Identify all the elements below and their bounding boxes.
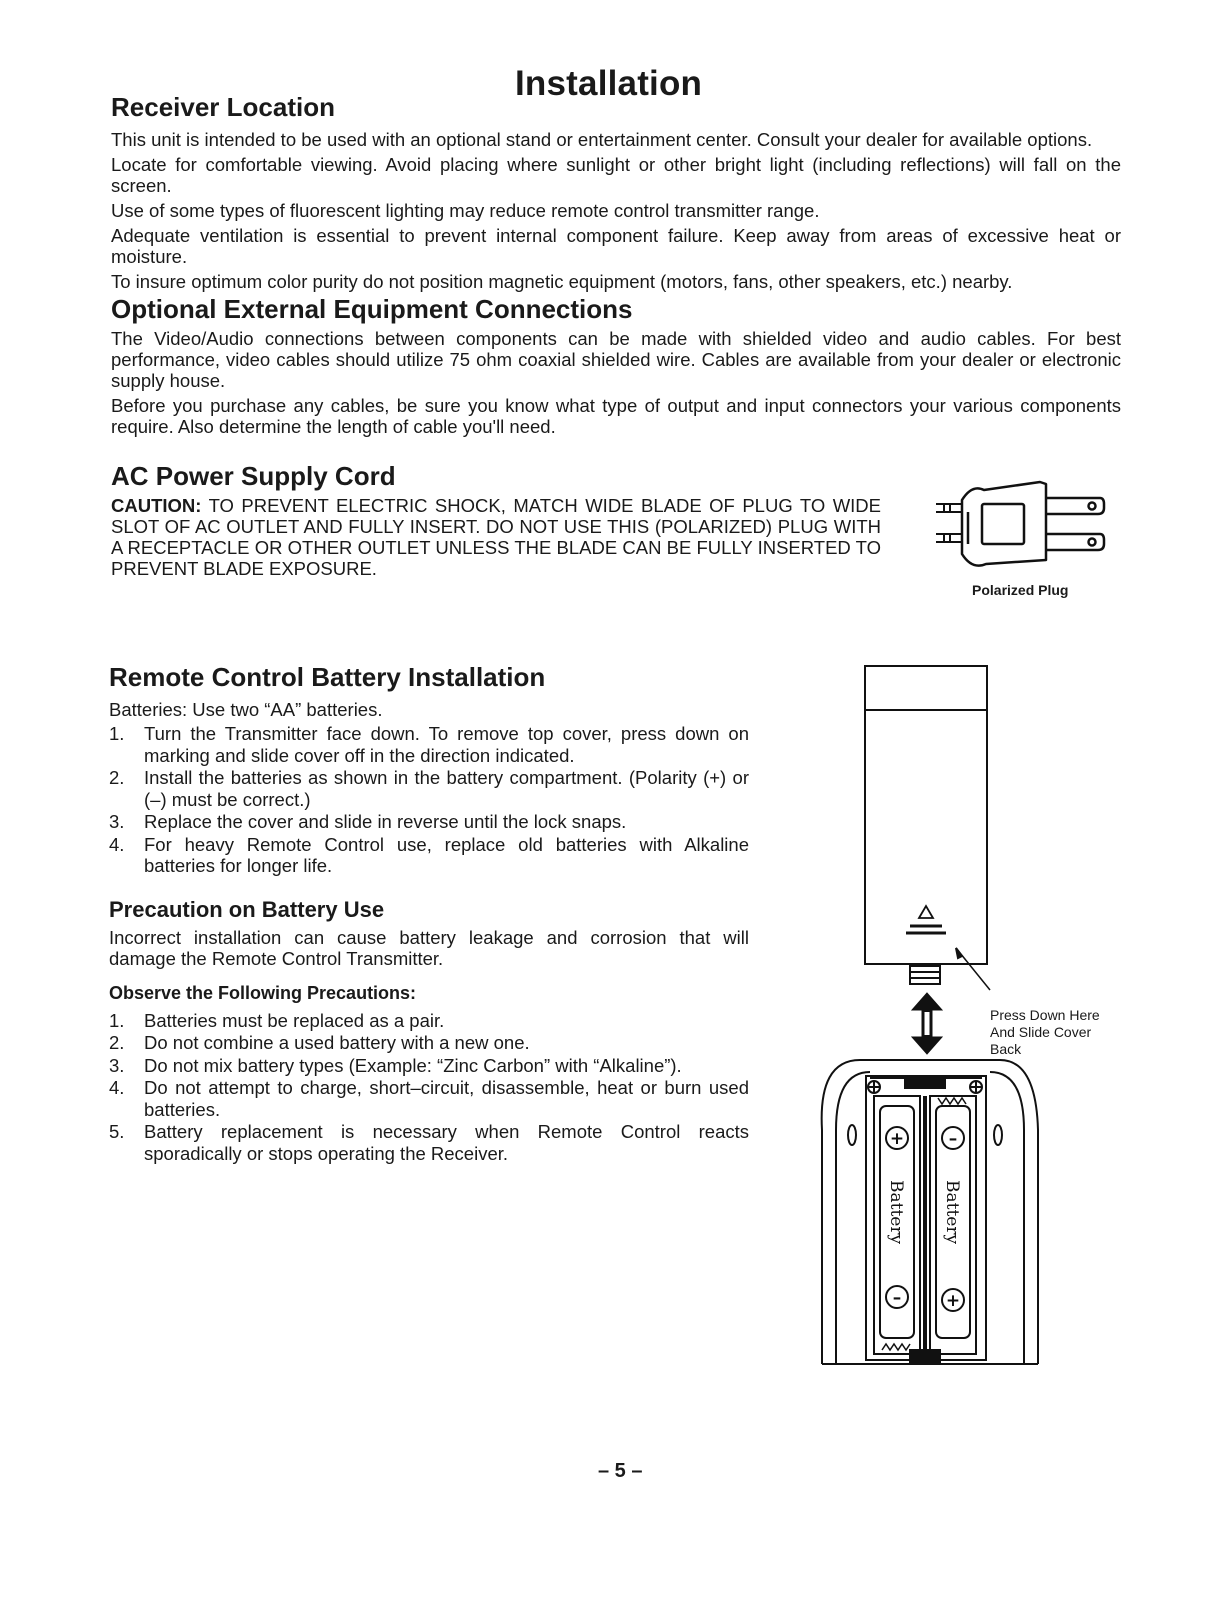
list-item: 4. Do not attempt to charge, short–circuit, disassemble, heat or burn used batteries.: [109, 1077, 749, 1120]
battery-installation-section: [109, 662, 749, 1165]
receiver-paragraph: Use of some types of fluorescent lighting may reduce remote control transmitter range.: [111, 200, 820, 221]
battery-installation-heading: Remote Control Battery Installation: [109, 662, 546, 692]
minus-sign: –: [948, 1129, 958, 1149]
battery-label-right: Battery: [942, 1180, 962, 1245]
receiver-paragraph: Adequate ventilation is essential to prevent internal component failure. Keep away from areas of excessive heat or moisture.: [111, 225, 1121, 267]
list-item: 3. Replace the cover and slide in reverse until the lock snaps.: [109, 811, 627, 832]
connections-paragraph: The Video/Audio connections between components can be made with shielded video and audio cables. For best performance, video cables should utilize 75 ohm coaxial shielded wire. Cables are available from your dealer or electronic supply house.: [111, 328, 1121, 391]
observe-heading: Observe the Following Precautions:: [109, 982, 417, 1003]
plug-caption: Polarized Plug: [972, 582, 1069, 598]
battery-steps-list: [109, 723, 749, 877]
list-item: 5. Battery replacement is necessary when Remote Control reacts sporadically or stops operating the Receiver.: [109, 1121, 749, 1164]
receiver-location-section: [111, 92, 1121, 296]
receiver-location-heading: Receiver Location: [111, 92, 335, 122]
press-down-callout: Press Down Here And Slide Cover Back: [990, 1007, 1100, 1057]
plus-sign: +: [945, 1291, 961, 1311]
external-connections-section: [111, 294, 1121, 441]
list-item: 4. For heavy Remote Control use, replace old batteries with Alkaline batteries for longer life.: [109, 833, 749, 876]
list-item: 3. Do not mix battery types (Example: “Zinc Carbon” with “Alkaline”).: [109, 1054, 682, 1076]
caution-label: CAUTION:: [111, 495, 202, 516]
list-item: 2. Install the batteries as shown in the battery compartment. (Polarity (+) or (–) must be correct.): [109, 767, 749, 810]
precautions-list: [109, 1010, 749, 1165]
polarized-plug-illustration: [928, 472, 1108, 580]
receiver-paragraph: To insure optimum color purity do not position magnetic equipment (motors, fans, other speakers, etc.) nearby.: [111, 271, 1013, 292]
caution-text: [111, 495, 881, 579]
ac-power-heading: AC Power Supply Cord: [111, 461, 396, 491]
list-item: 1. Batteries must be replaced as a pair.: [109, 1009, 445, 1031]
list-item: 2. Do not combine a used battery with a new one.: [109, 1032, 530, 1053]
list-item: 1. Turn the Transmitter face down. To remove top cover, press down on marking and slide cover off in the direction indicated.: [109, 723, 749, 766]
precaution-text: Incorrect installation can cause battery leakage and corrosion that will damage the Remote Control Transmitter.: [109, 926, 749, 969]
connections-paragraph: Before you purchase any cables, be sure you know what type of output and input connectors your various components require. Also determine the length of cable you'll need.: [111, 395, 1121, 437]
precaution-heading: Precaution on Battery Use: [109, 896, 385, 922]
plus-sign: +: [889, 1129, 905, 1149]
minus-sign: –: [892, 1288, 902, 1308]
ac-power-section: [111, 461, 881, 579]
receiver-paragraph: This unit is intended to be used with an optional stand or entertainment center. Consult your dealer for available options.: [111, 129, 1093, 150]
external-connections-heading: Optional External Equipment Connections: [111, 294, 633, 324]
receiver-paragraph: Locate for comfortable viewing. Avoid placing where sunlight or other bright light (including reflections) will fall on the screen.: [111, 154, 1121, 196]
page-number: – 5 –: [598, 1460, 643, 1482]
battery-label-left: Battery: [886, 1180, 906, 1245]
caution-body: TO PREVENT ELECTRIC SHOCK, MATCH WIDE BLADE OF PLUG TO WIDE SLOT OF AC OUTLET AND FULLY INSERT. DO NOT USE THIS (POLARIZED) PLUG WITH A RECEPTACLE OR OTHER OUTLET UNLESS THE BLADE CAN BE FULLY INSERTED TO PREVENT BLADE EXPOSURE.: [111, 495, 881, 579]
battery-intro: Batteries: Use two “AA” batteries.: [109, 699, 383, 720]
page-title: Installation: [515, 64, 703, 103]
